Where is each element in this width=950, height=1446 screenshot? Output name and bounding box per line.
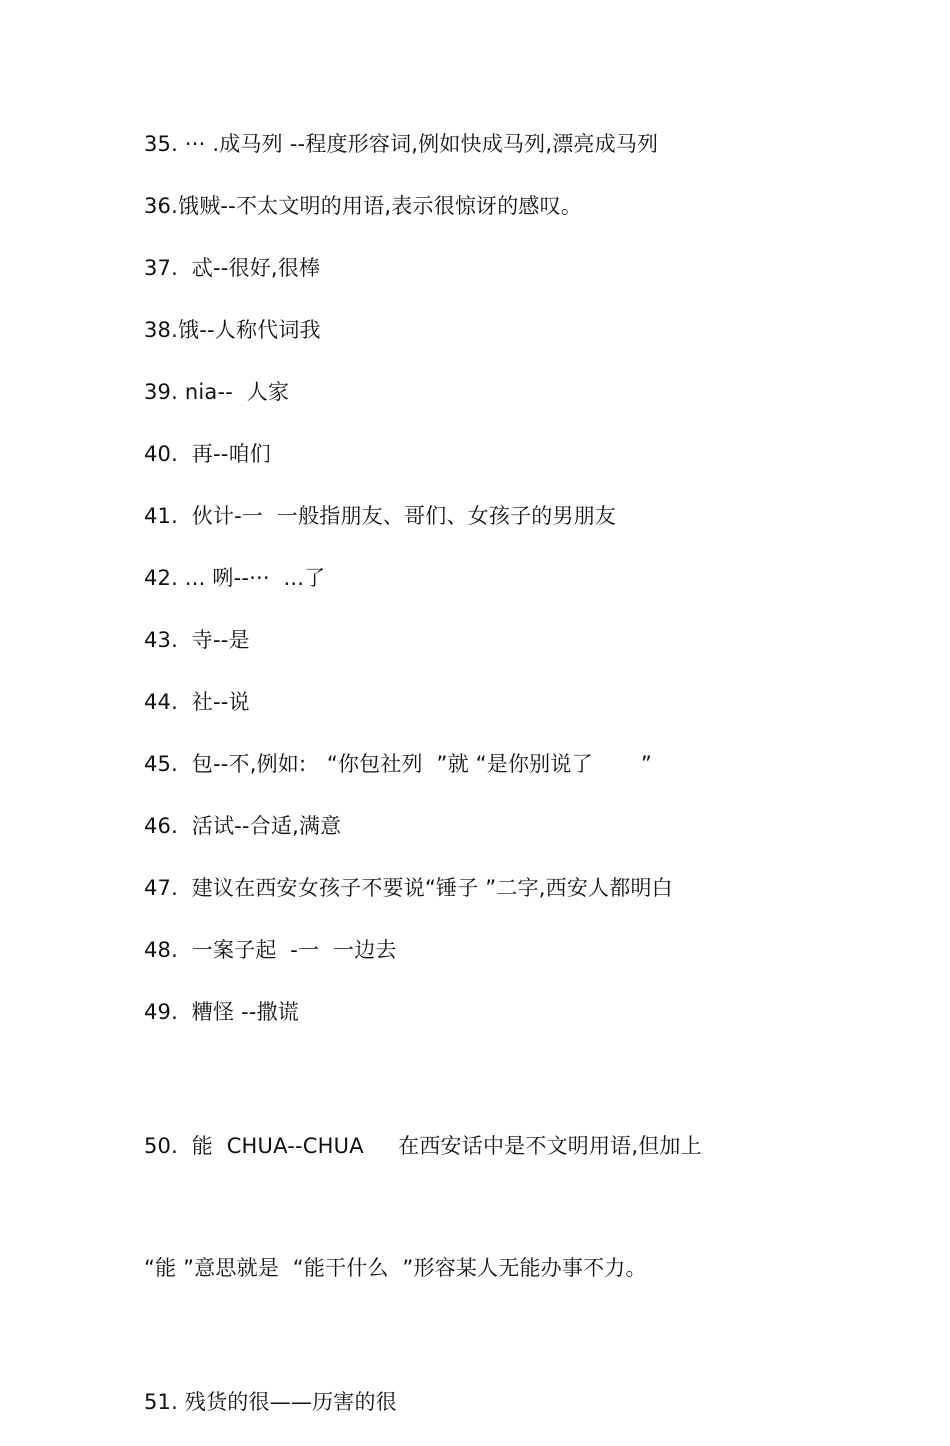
entry-35: 35. ··· .成马列 --程度形容词,例如快成马列,漂亮成马列	[144, 132, 659, 156]
entry-47: 47. 建议在西安女孩子不要说“锤子 ”二字,西安人都明白	[144, 876, 673, 900]
entry-51: 51. 残货的很——历害的很	[144, 1390, 397, 1414]
entry-50	[144, 1056, 784, 1358]
entry-41: 41. 伙计-一 一般指朋友、哥们、女孩子的男朋友	[144, 504, 617, 528]
entry-46: 46. 活试--合适,满意	[144, 814, 342, 838]
entry-40: 40. 再--咱们	[144, 442, 271, 466]
entry-43: 43. 寺--是	[144, 628, 250, 652]
entry-48: 48. 一案子起 -一 一边去	[144, 938, 397, 962]
entry-44: 44. 社--说	[144, 690, 250, 714]
entry-37: 37. 忒--很好,很棒	[144, 256, 321, 280]
dialect-entry-list	[144, 126, 784, 1446]
entry-50-line-2: “能 ”意思就是 “能干什么 ”形容某人无能办事不力。	[144, 1256, 647, 1280]
entry-42: 42. ... 咧--··· ...了	[144, 566, 326, 590]
entry-49: 49. 糟怪 --撒谎	[144, 1000, 299, 1024]
entry-36: 36.饿贼--不太文明的用语,表示很惊讶的感叹。	[144, 194, 583, 218]
entry-50-line-1: 50. 能 CHUA--CHUA 在西安话中是不文明用语,但加上	[144, 1134, 702, 1158]
entry-38: 38.饿--人称代词我	[144, 318, 321, 342]
entry-39: 39. nia-- 人家	[144, 380, 290, 404]
entry-45: 45. 包--不,例如: “你包社列 ”就 “是你别说了 ”	[144, 752, 652, 776]
